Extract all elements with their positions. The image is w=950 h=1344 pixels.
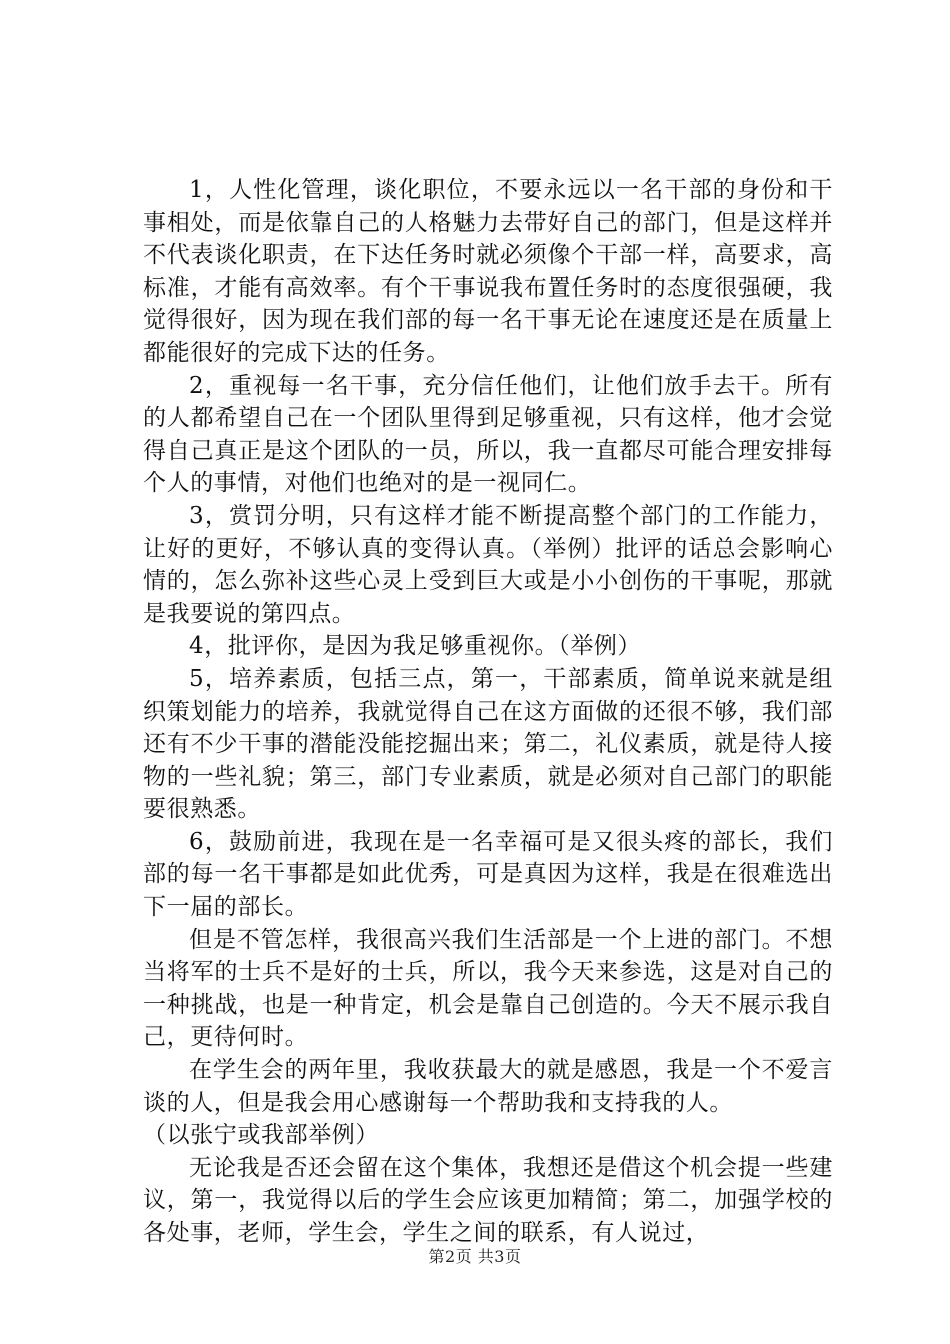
paragraph-7: 但是不管怎样，我很高兴我们生活部是一个上进的部门。不想当将军的士兵不是好的士兵，所以，我今天来参选，这是对自己的一种挑战，也是一种肯定，机会是靠自己创造的。今天不展示我自己，更待何时。 [143, 926, 833, 1051]
page-footer: 第2页 共3页 [428, 1247, 522, 1266]
body-text [143, 174, 833, 1250]
paragraph-6: 6，鼓励前进，我现在是一名幸福可是又很头疼的部长，我们部的每一名干事都是如此优秀，可是真因为这样，我是在很难选出下一届的部长。 [143, 828, 833, 921]
paragraph-4: 4，批评你，是因为我足够重视你。（举例） [189, 633, 642, 660]
paragraph-5: 5，培养素质，包括三点，第一，干部素质，简单说来就是组织策划能力的培养，我就觉得自己在这方面做的还很不够，我们部还有不少干事的潜能没能挖掘出来；第二，礼仪素质，就是待人接物的一些礼貌；第三，部门专业素质，就是必须对自己部门的职能要很熟悉。 [143, 665, 833, 823]
paragraph-10: 无论我是否还会留在这个集体，我想还是借这个机会提一些建议，第一，我觉得以后的学生会应该更加精简；第二，加强学校的各处事，老师，学生会，学生之间的联系，有人说过， [143, 1154, 833, 1246]
paragraph-1: 1，人性化管理，谈化职位，不要永远以一名干部的身份和干事相处，而是依靠自己的人格魅力去带好自己的部门，但是这样并不代表谈化职责，在下达任务时就必须像个干部一样，高要求，高标准，才能有高效率。有个干事说我布置任务时的态度很强硬，我觉得很好，因为现在我们部的每一名干事无论在速度还是在质量上都能很好的完成下达的任务。 [143, 177, 833, 366]
paragraph-8: 在学生会的两年里，我收获最大的就是感恩，我是一个不爱言谈的人，但是我会用心感谢每一个帮助我和支持我的人。 [143, 1057, 833, 1116]
paragraph-9: （以张宁或我部举例） [143, 1122, 379, 1149]
paragraph-3: 3，赏罚分明，只有这样才能不断提高整个部门的工作能力，让好的更好，不够认真的变得认真。（举例）批评的话总会影响心情的，怎么弥补这些心灵上受到巨大或是小小创伤的干事呢，那就是我要说的第四点。 [143, 502, 833, 627]
paragraph-2: 2，重视每一名干事，充分信任他们，让他们放手去干。所有的人都希望自己在一个团队里得到足够重视，只有这样，他才会觉得自己真正是这个团队的一员，所以，我一直都尽可能合理安排每个人的事情，对他们也绝对的是一视同仁。 [143, 372, 833, 497]
